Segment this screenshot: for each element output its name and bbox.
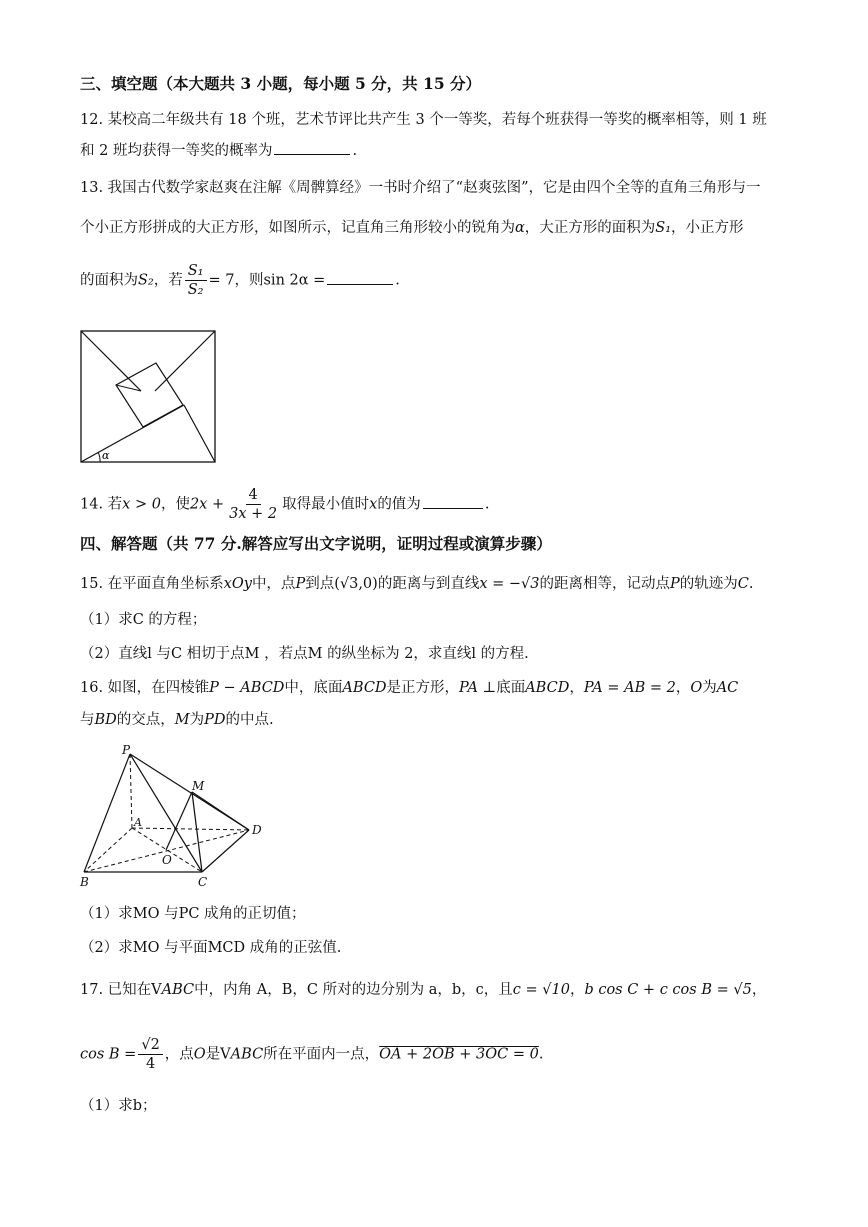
label-O: O: [162, 853, 172, 867]
q14-answer-blank: [423, 494, 483, 509]
q15-sub1: （1）求C 的方程；: [80, 612, 207, 628]
q17-sub1: （1）求b；: [80, 1098, 157, 1114]
q17-line1: 17. 已知在VABC中，内角 A，B，C 所对的边分别为 a，b，c，且c = √10，b cos C + c cos B = √5，: [80, 982, 767, 998]
label-P: P: [122, 743, 131, 757]
label-D: D: [252, 823, 262, 837]
q16-sub1: （1）求MO 与PC 成角的正切值；: [80, 906, 306, 922]
edge-AD-hidden: [132, 828, 249, 830]
edge-PA-hidden: [130, 754, 132, 828]
q17-fraction: $\frac{√2}{4}$: [138, 1036, 162, 1073]
triangle-edge-4: [184, 405, 215, 462]
segment-MO: [166, 792, 192, 850]
label-B: B: [80, 875, 89, 889]
edge-PB: [84, 754, 130, 872]
q12-line1: 12. 某校高二年级共有 18 个班，艺术节评比共产生 3 个一等奖，若每个班获得一等奖的概率相等，则 1 班: [80, 112, 767, 128]
segment-MC: [192, 792, 202, 872]
q13-fraction: $\frac{\text{S₁}}{\text{S₂}}$: [185, 262, 207, 299]
triangle-edge-1: [81, 331, 141, 391]
q12-answer-blank: [274, 140, 350, 155]
angle-alpha-label: α: [102, 449, 110, 462]
q14-line: 14. 若x > 0，使2x + $\frac{4}{3x + 2}$ 取得最小值时x的值为 .: [80, 487, 490, 522]
edge-CD: [202, 830, 249, 872]
section-4-title: 四、解答题（共 77 分.解答应写出文字说明，证明过程或演算步骤）: [80, 534, 552, 553]
label-A: A: [134, 816, 142, 829]
angle-alpha-arc: [98, 452, 100, 462]
q17-line2: cos B = $\frac{√2}{4}$ ，点O是VABC所在平面内一点，OA + 2OB + 3OC = 0.: [80, 1037, 544, 1072]
q16-line2: 与BD的交点，M为PD的中点.: [80, 712, 274, 728]
q16-line1: 16. 如图，在四棱锥P − ABCD中，底面ABCD是正方形，PA ⊥底面ABCD，PA = AB = 2，O为AC: [80, 680, 739, 696]
label-C: C: [198, 875, 208, 889]
label-M: M: [192, 779, 205, 793]
pyramid-diagram: [74, 742, 274, 890]
q13-answer-blank: [327, 270, 393, 285]
q15-line1: 15. 在平面直角坐标系xOy中，点P到点(√3,0)的距离与到直线x = −√3的距离相等，记动点P的轨迹为C.: [80, 576, 754, 592]
q13-line2: 个小正方形拼成的大正方形，如图所示，记直角三角形较小的锐角为α，大正方形的面积为S₁，小正方形: [80, 220, 744, 236]
q14-fraction: $\frac{4}{3x + 2}$: [229, 487, 278, 522]
q12-line2: 和 2 班均获得一等奖的概率为 .: [80, 140, 357, 161]
q15-sub2: （2）直线l 与C 相切于点M ，若点M 的纵坐标为 2，求直线l 的方程.: [80, 646, 529, 662]
section-3-title: 三、填空题（本大题共 3 小题，每小题 5 分，共 15 分）: [80, 74, 482, 93]
triangle-edge-2: [155, 331, 215, 391]
q16-sub2: （2）求MO 与平面MCD 成角的正弦值.: [80, 940, 342, 956]
q13-line3: 的面积为S₂，若 $\frac{\text{S₁}}{\text{S₂}}$ = 7，则sin 2α = .: [80, 263, 400, 298]
zhao-shuang-diagram: [78, 328, 220, 466]
q13-line1: 13. 我国古代数学家赵爽在注解《周髀算经》一书时介绍了“赵爽弦图”，它是由四个全等的直角三角形与一: [80, 180, 761, 196]
